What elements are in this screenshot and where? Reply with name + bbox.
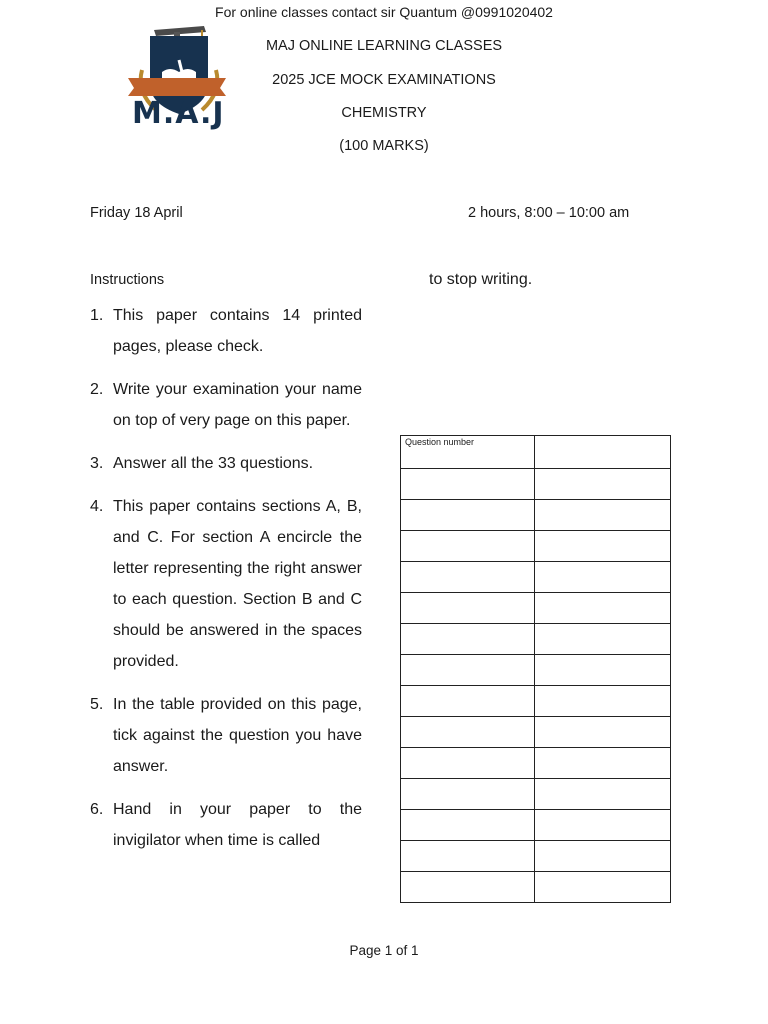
question-number-cell[interactable] <box>401 562 535 593</box>
question-number-cell[interactable] <box>401 841 535 872</box>
table-row <box>401 469 671 500</box>
instructions-heading: Instructions <box>90 272 165 288</box>
question-number-cell[interactable] <box>401 810 535 841</box>
instructions-list <box>90 300 362 868</box>
tick-cell[interactable] <box>535 872 671 903</box>
instruction-text: Hand in your paper to the invigilator when time is called <box>113 801 362 849</box>
instruction-item <box>90 374 362 436</box>
question-number-cell[interactable] <box>401 469 535 500</box>
table-row <box>401 872 671 903</box>
tick-cell[interactable] <box>535 655 671 686</box>
table-row <box>401 810 671 841</box>
instruction-continuation: to stop writing. <box>429 271 533 288</box>
instruction-number: 1. <box>90 307 104 324</box>
contact-notice: For online classes contact sir Quantum @0991020402 <box>215 4 553 20</box>
table-row <box>401 841 671 872</box>
tick-cell[interactable] <box>535 469 671 500</box>
question-number-cell[interactable] <box>401 500 535 531</box>
tick-cell[interactable] <box>535 624 671 655</box>
table-header-row <box>401 436 671 469</box>
table-row <box>401 748 671 779</box>
question-tick-table <box>400 435 671 903</box>
subject-title: CHEMISTRY <box>341 105 427 121</box>
question-number-cell[interactable] <box>401 717 535 748</box>
table-row <box>401 686 671 717</box>
tick-cell[interactable] <box>535 748 671 779</box>
instruction-text: This paper contains 14 printed pages, please check. <box>113 307 362 355</box>
tick-cell[interactable] <box>535 531 671 562</box>
exam-title: 2025 JCE MOCK EXAMINATIONS <box>272 72 496 88</box>
table-row <box>401 562 671 593</box>
instruction-item <box>90 689 362 782</box>
table-row <box>401 624 671 655</box>
school-name: MAJ ONLINE LEARNING CLASSES <box>265 38 503 54</box>
page-footer: Page 1 of 1 <box>349 943 419 958</box>
instruction-number: 3. <box>90 455 104 472</box>
instruction-item <box>90 300 362 362</box>
exam-time: 2 hours, 8:00 – 10:00 am <box>468 205 630 221</box>
question-number-cell[interactable] <box>401 593 535 624</box>
tick-cell[interactable] <box>535 841 671 872</box>
instruction-number: 5. <box>90 696 104 713</box>
tick-cell[interactable] <box>535 717 671 748</box>
tick-cell[interactable] <box>535 593 671 624</box>
instruction-item <box>90 794 362 856</box>
instruction-item <box>90 448 362 479</box>
table-row <box>401 593 671 624</box>
instruction-number: 2. <box>90 381 104 398</box>
instruction-text: This paper contains sections A, B, and C. For section A encircle the letter representing the right answer to each question. Section B and C should be answered in the spaces provided. <box>113 498 362 670</box>
table-row <box>401 717 671 748</box>
tick-cell[interactable] <box>535 779 671 810</box>
instruction-item <box>90 491 362 677</box>
instruction-text: Write your examination your name on top of very page on this paper. <box>113 381 362 429</box>
tick-cell[interactable] <box>535 562 671 593</box>
question-number-cell[interactable] <box>401 779 535 810</box>
logo-text: M.A.J <box>132 96 225 131</box>
question-number-cell[interactable] <box>401 531 535 562</box>
instruction-text: In the table provided on this page, tick against the question you have answer. <box>113 696 362 775</box>
question-number-cell[interactable] <box>401 686 535 717</box>
tick-cell[interactable] <box>535 686 671 717</box>
tick-cell[interactable] <box>535 500 671 531</box>
question-number-cell[interactable] <box>401 624 535 655</box>
tick-cell[interactable] <box>535 810 671 841</box>
table-row <box>401 655 671 686</box>
question-number-header: Question number <box>401 436 535 469</box>
table-row <box>401 779 671 810</box>
maj-logo <box>122 22 232 137</box>
question-number-cell[interactable] <box>401 872 535 903</box>
question-number-cell[interactable] <box>401 748 535 779</box>
table-row <box>401 531 671 562</box>
total-marks: (100 MARKS) <box>339 138 429 154</box>
question-number-cell[interactable] <box>401 655 535 686</box>
table-row <box>401 500 671 531</box>
tick-cell[interactable] <box>535 436 671 469</box>
instruction-number: 6. <box>90 801 104 818</box>
instruction-text: Answer all the 33 questions. <box>113 455 314 472</box>
instruction-number: 4. <box>90 498 104 515</box>
exam-date: Friday 18 April <box>90 205 183 221</box>
